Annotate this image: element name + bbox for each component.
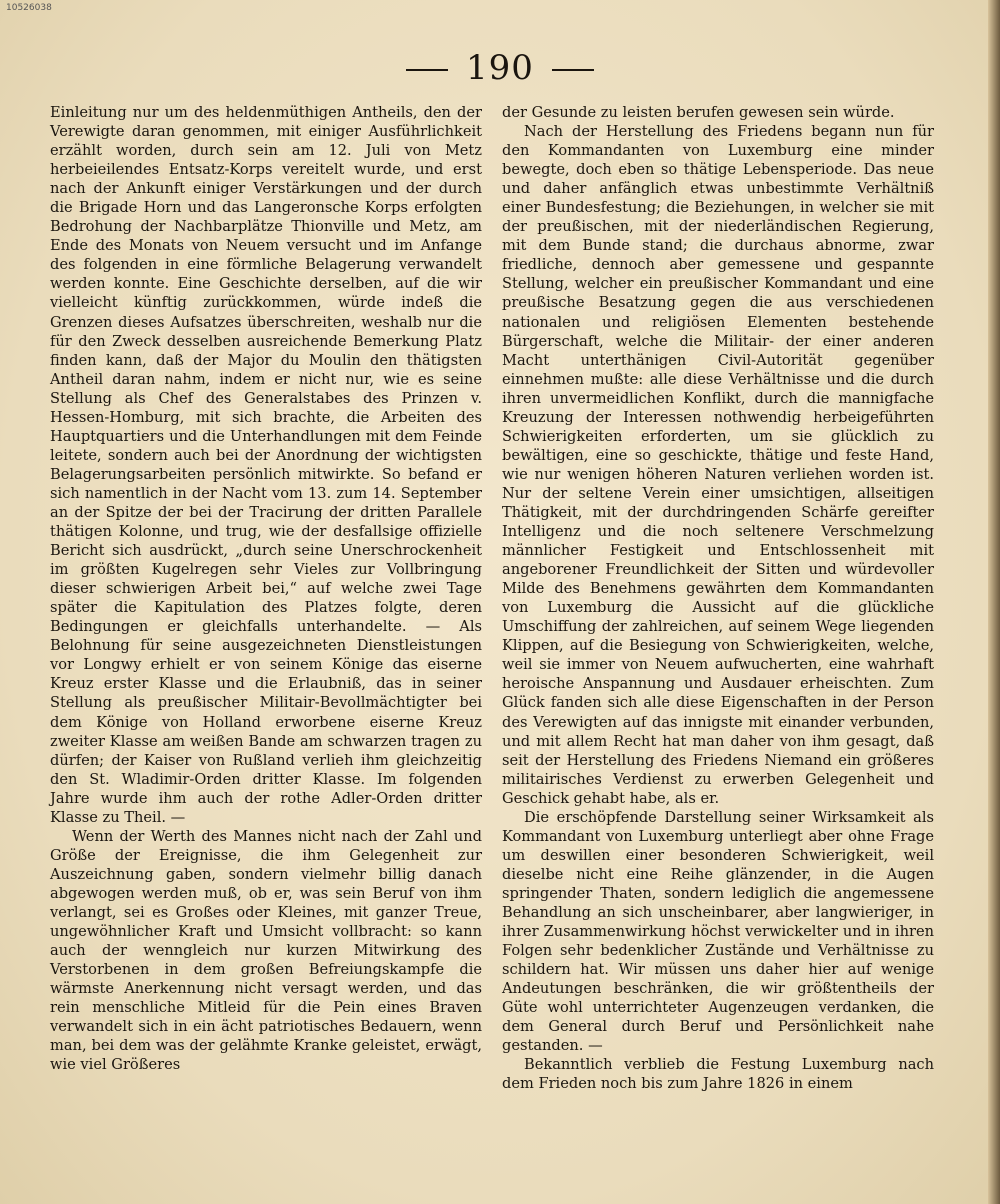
paragraph: Bekanntlich verblieb die Festung Luxemburg nach dem Frieden noch bis zum Jahre 1826 in einem [502, 1056, 934, 1093]
scan-id: 10526038 [6, 3, 52, 13]
header-dash-left [406, 69, 448, 71]
page-number: 190 [466, 48, 534, 88]
left-column [50, 103, 482, 1074]
paragraph: Wenn der Werth des Mannes nicht nach der Zahl und Größe der Ereignisse, die ihm Gelegenheit zur Auszeichnung gaben, sondern vielmehr billig danach abgewogen werden muß, ob er, was sein Beruf von ihm verlangt, sei es Großes oder Kleines, mit ganzer Treue, ungewöhnlicher Kraft und Umsicht vollbracht: so kann auch der wenngleich nur kurzen Mitwirkung des Verstorbenen in dem großen Befreiungskampfe die wärmste Anerkennung nicht versagt werden, und das rein menschliche Mitleid für die Pein eines Braven verwandelt sich in ein ächt patriotisches Bedauern, wenn man, bei dem was der gelähmte Kranke geleistet, erwägt, wie viel Größeres [50, 827, 482, 1074]
paragraph: Die erschöpfende Darstellung seiner Wirksamkeit als Kommandant von Luxemburg unterliegt aber ohne Frage um deswillen einer besonderen Schwierigkeit, weil dieselbe nicht eine Reihe glänzender, in die Augen springender Thaten, sondern lediglich die angemessene Behandlung an sich unscheinbarer, aber langwieriger, in ihrer Zusammenwirkung höchst verwickelter und in ihren Folgen sehr bedenklicher Zustände und Verhältnisse zu schildern hat. Wir müssen uns daher hier auf wenige Andeutungen beschränken, die wir größtentheils der Güte wohl unterrichteter Augenzeugen verdanken, die dem General durch Beruf und Persönlichkeit nahe gestanden. — [502, 808, 934, 1055]
right-column [502, 103, 934, 1093]
book-spine-shadow [988, 0, 1000, 1204]
paragraph: Einleitung nur um des heldenmüthigen Antheils, den der Verewigte daran genommen, mit einiger Ausführlichkeit erzählt worden, durch sein am 12. Juli von Metz herbeieilendes Entsatz-Korps vereitelt wurde, und erst nach der Ankunft einiger Verstärkungen und der durch die Brigade Horn und das Langeronsche Korps erfolgten Bedrohung der Nachbarplätze Thionville und Metz, am Ende des Monats von Neuem versucht und im Anfange des folgenden in eine förmliche Belagerung verwandelt werden konnte. Eine Geschichte derselben, auf die wir vielleicht künftig zurückkommen, würde indeß die Grenzen dieses Aufsatzes überschreiten, weshalb nur die für den Zweck desselben ausreichende Bemerkung Platz finden kann, daß der Major du Moulin den thätigsten Antheil daran nahm, indem er nicht nur, wie es seine Stellung als Chef des Generalstabes des Prinzen v. Hessen-Homburg, mit sich brachte, die Arbeiten des Hauptquartiers und die Unterhandlungen mit dem Feinde leitete, sondern auch bei der Anordnung der wichtigsten Belagerungsarbeiten persönlich mitwirkte. So befand er sich namentlich in der Nacht vom 13. zum 14. September an der Spitze der bei der Tracirung der dritten Parallele thätigen Kolonne, und trug, wie der desfallsige offizielle Bericht sich ausdrückt, „durch seine Unerschrockenheit im größten Kugelregen sehr Vieles zur Vollbringung dieser schwierigen Arbeit bei,“ auf welche zwei Tage später die Kapitulation des Platzes folgte, deren Bedingungen er gleichfalls unterhandelte. — Als Belohnung für seine ausgezeichneten Dienstleistungen vor Longwy erhielt er von seinem Könige das eiserne Kreuz erster Klasse und die Erlaubniß, das in seiner Stellung als preußischer Militair-Bevollmächtigter bei dem Könige von Holland erworbene eiserne Kreuz zweiter Klasse am weißen Bande am schwarzen tragen zu dürfen; der Kaiser von Rußland verlieh ihm gleichzeitig den St. Wladimir-Orden dritter Klasse. Im folgenden Jahre wurde ihm auch der rothe Adler-Orden dritter Klasse zu Theil. — [50, 104, 482, 826]
header-dash-right [552, 69, 594, 71]
paragraph: der Gesunde zu leisten berufen gewesen sein würde. [502, 104, 895, 121]
page-header [0, 48, 1000, 88]
paragraph: Nach der Herstellung des Friedens begann nun für den Kommandanten von Luxemburg eine minder bewegte, doch eben so thätige Lebensperiode. Das neue und daher anfänglich etwas unbestimmte Verhältniß einer Bundesfestung; die Beziehungen, in welcher sie mit der preußischen, mit der niederländischen Regierung, mit dem Bunde stand; die durchaus abnorme, zwar friedliche, dennoch aber gemessene und gespannte Stellung, welcher ein preußischer Kommandant und eine preußische Besatzung gegen die aus verschiedenen nationalen und religiösen Elementen bestehende Bürgerschaft, welche die Militair- der einer anderen Macht unterthänigen Civil-Autorität gegenüber einnehmen mußte: alle diese Verhältnisse und die durch ihren unvermeidlichen Konflikt, durch die mannigfache Kreuzung der Interessen nothwendig herbeigeführten Schwierigkeiten erforderten, um sie glücklich zu bewältigen, eine so geschickte, thätige und feste Hand, wie nur wenigen höheren Naturen verliehen worden ist. Nur der seltene Verein einer umsichtigen, allseitigen Thätigkeit, mit der durchdringenden Schärfe gereifter Intelligenz und die noch seltenere Verschmelzung männlicher Festigkeit und Entschlossenheit mit angeborener Freundlichkeit der Sitten und würdevoller Milde des Benehmens gewährten dem Kommandanten von Luxemburg die Aussicht auf die glückliche Umschiffung der zahlreichen, auf seinem Wege liegenden Klippen, auf die Besiegung von Schwierigkeiten, welche, weil sie immer von Neuem aufwucherten, eine wahrhaft heroische Anspannung und Ausdauer erheischten. Zum Glück fanden sich alle diese Eigenschaften in der Person des Verewigten auf das innigste mit einander verbunden, und mit allem Recht hat man daher von ihm gesagt, daß seit der Herstellung des Friedens Niemand ein größeres militairisches Verdienst zu erwerben Gelegenheit und Geschick gehabt habe, als er. [502, 123, 934, 807]
